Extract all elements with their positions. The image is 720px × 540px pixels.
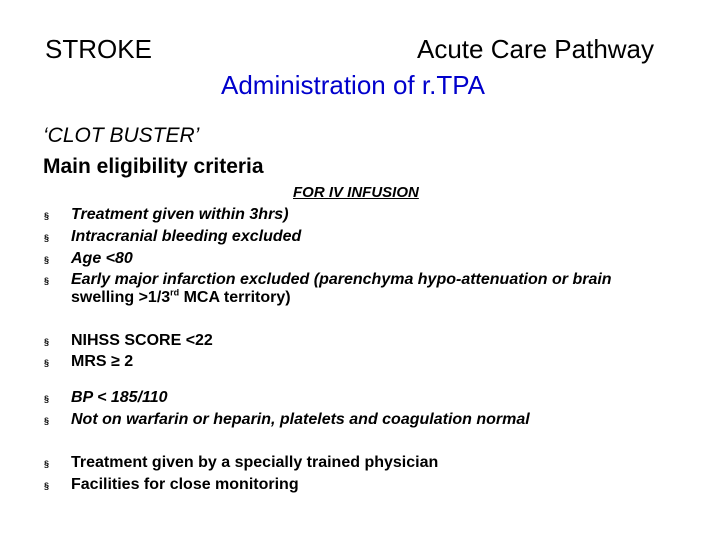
bullet-icon: § [44, 337, 50, 347]
bullet-icon: § [44, 459, 50, 469]
slide-title-right: Acute Care Pathway [417, 34, 655, 64]
section-heading: Main eligibility criteria [43, 155, 264, 178]
bullet-icon: § [44, 416, 50, 426]
slide-title-left: STROKE [45, 34, 152, 64]
criterion-text: Early major infarction excluded (parenchyma hypo-attenuation or brain [71, 271, 612, 288]
criterion-text: BP < 185/110 [71, 389, 168, 406]
criterion-text: Facilities for close monitoring [71, 476, 299, 493]
criterion-text-continued: swelling >1/3rd MCA territory) [71, 287, 291, 306]
bullet-icon: § [44, 211, 50, 221]
bullet-icon: § [44, 233, 50, 243]
criterion-text: MRS ≥ 2 [71, 353, 134, 370]
bullet-icon: § [44, 481, 50, 491]
criterion-text: NIHSS SCORE <22 [71, 332, 213, 349]
bullet-icon: § [44, 358, 50, 368]
bullet-icon: § [44, 394, 50, 404]
bullet-icon: § [44, 255, 50, 265]
section-quote: ‘CLOT BUSTER’ [43, 124, 200, 147]
slide-subtitle: Administration of r.TPA [221, 70, 485, 100]
criterion-text: Not on warfarin or heparin, platelets and coagulation normal [71, 411, 530, 428]
criterion-text: Treatment given within 3hrs) [71, 206, 289, 223]
criterion-text: Treatment given by a specially trained physician [71, 454, 439, 471]
infusion-note: FOR IV INFUSION [293, 184, 419, 201]
criterion-text: Intracranial bleeding excluded [71, 228, 302, 245]
bullet-icon: § [44, 276, 50, 286]
criterion-text: Age <80 [71, 250, 133, 267]
